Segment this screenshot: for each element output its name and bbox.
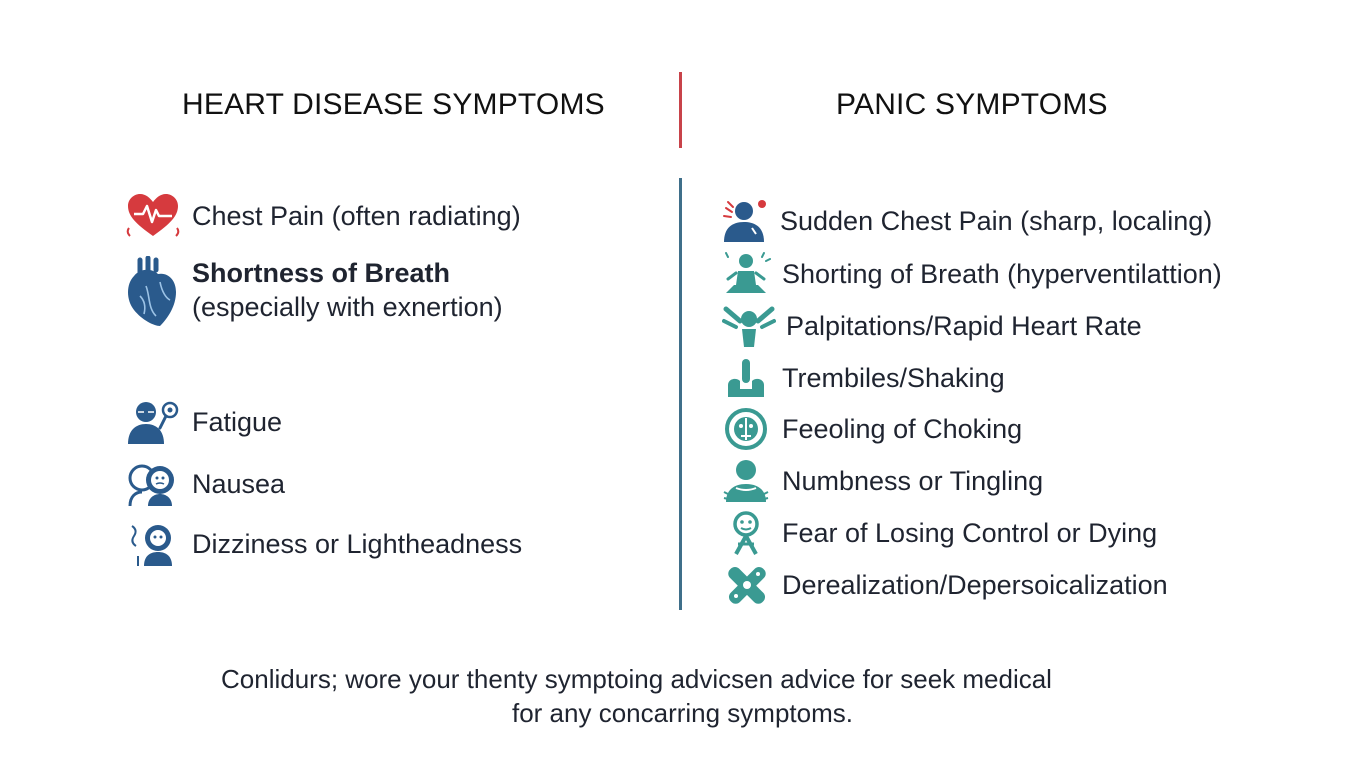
nauseous-faces-icon [126, 460, 180, 508]
trembling-figure-icon [722, 355, 772, 401]
panic-item-label: Trembiles/Shaking [782, 363, 1005, 393]
person-chest-alert-icon [722, 198, 774, 244]
heart-item-shortness-of-breath [126, 256, 503, 328]
hands-on-head-icon [722, 303, 776, 349]
bandage-cross-icon [722, 562, 772, 608]
panic-title: PANIC SYMPTOMS [836, 88, 1108, 121]
dizzy-person-icon [126, 520, 180, 568]
heart-item-label: Chest Pain (often radiating) [192, 201, 521, 231]
footer-line-2: for any concarring symptoms. [511, 698, 853, 728]
panic-item-fear [722, 510, 1157, 556]
panic-item-shortness-of-breath [722, 251, 1222, 297]
panic-item-numbness [722, 458, 1043, 504]
divider-main [679, 178, 682, 610]
heart-pulse-icon [126, 192, 180, 240]
panic-item-label: Palpitations/Rapid Heart Rate [786, 311, 1142, 341]
choking-face-icon [722, 406, 772, 452]
tired-person-icon [126, 398, 180, 446]
heart-item-sublabel: (especially with exnertion) [192, 292, 503, 322]
heart-item-chest-pain [126, 192, 521, 240]
panic-item-sudden-chest-pain [722, 198, 1212, 244]
divider-top [679, 72, 682, 148]
heart-item-label: Dizziness or Lightheadness [192, 529, 523, 559]
heart-item-fatigue [126, 398, 282, 446]
panic-item-derealization [722, 562, 1168, 608]
heart-item-label: Fatigue [192, 407, 283, 437]
meditating-person-icon [722, 251, 772, 297]
panic-item-trembling [722, 355, 1005, 401]
panic-item-choking [722, 406, 1022, 452]
panic-item-label: Shorting of Breath (hyperventilattion) [782, 259, 1222, 289]
panic-item-label: Derealization/Depersoicalization [782, 570, 1168, 600]
fearful-figure-icon [722, 510, 772, 556]
panic-item-palpitations [722, 303, 1142, 349]
numb-person-icon [722, 458, 772, 504]
heart-item-label: Nausea [192, 469, 286, 499]
heart-item-label: Shortness of Breath [192, 258, 451, 288]
panic-item-label: Fear of Losing Control or Dying [782, 518, 1158, 548]
anatomical-heart-icon [126, 256, 178, 328]
heart-item-dizziness [126, 520, 522, 568]
footer-line-1: Conlidurs; wore your thenty symptoing advicsen advice for seek medical [221, 664, 1052, 694]
heart-disease-title: HEART DISEASE SYMPTOMS [182, 88, 605, 121]
panic-item-label: Feeoling of Choking [782, 414, 1023, 444]
heart-item-nausea [126, 460, 285, 508]
panic-item-label: Numbness or Tingling [782, 466, 1044, 496]
panic-item-label: Sudden Chest Pain (sharp, localing) [780, 206, 1213, 236]
